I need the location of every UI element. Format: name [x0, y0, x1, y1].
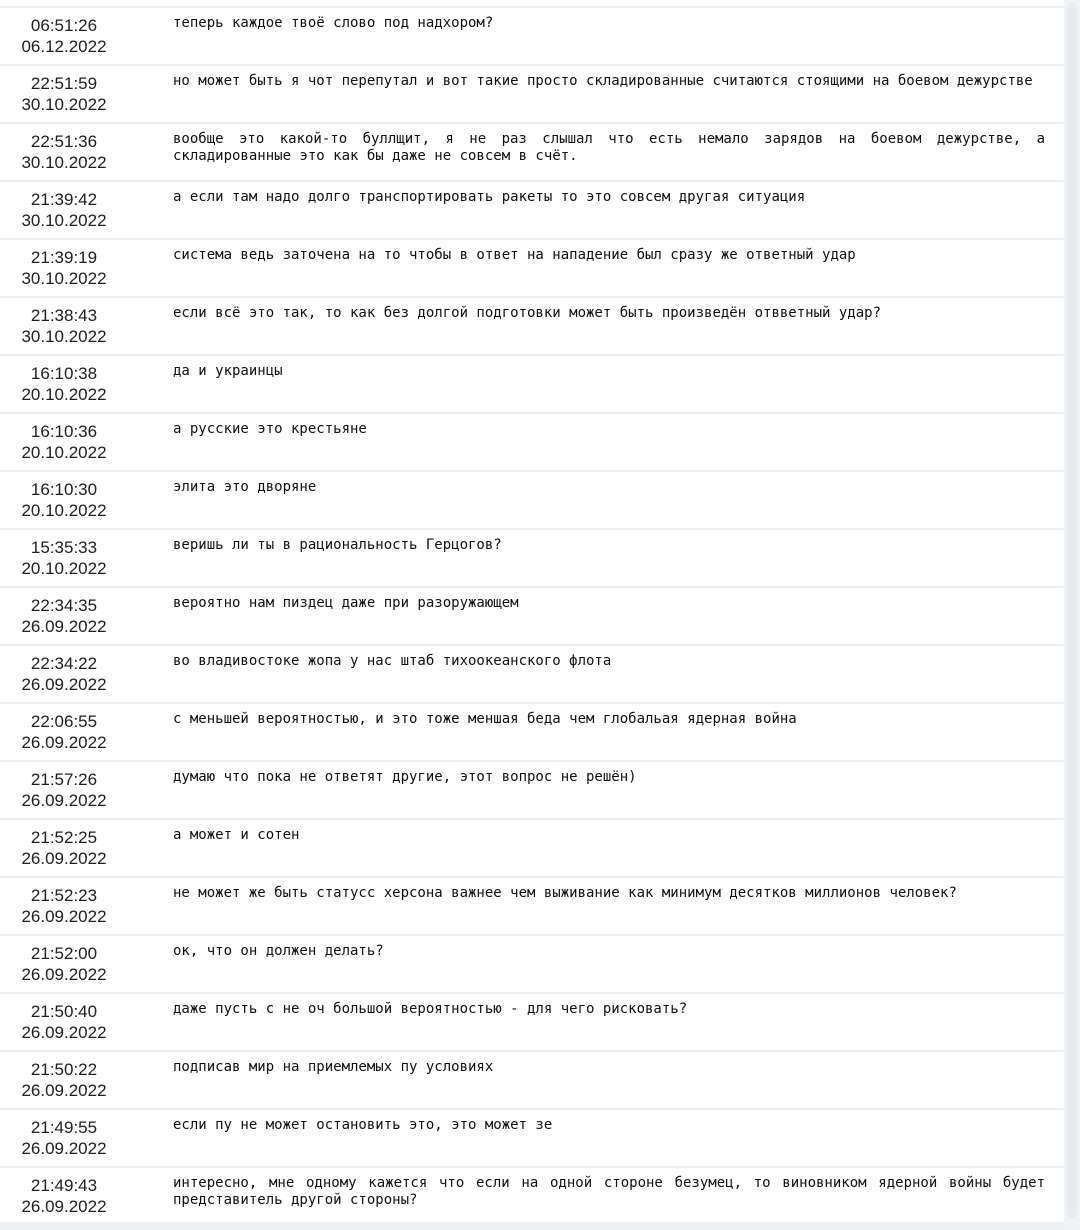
message-date: 26.09.2022: [21, 791, 107, 810]
message-date: 26.09.2022: [21, 907, 107, 926]
message-timestamp: [0, 595, 128, 637]
message-time: 16:10:38: [30, 364, 98, 383]
message-text: если пу не может остановить это, это может зе: [173, 1117, 553, 1133]
message-row[interactable]: [0, 240, 1064, 298]
message-date: 20.10.2022: [21, 559, 107, 578]
message-text: система ведь заточена на то чтобы в ответ на нападение был сразу же ответный удар: [173, 247, 856, 263]
message-text: не может же быть статусс херсона важнее чем выживание как минимум десятков миллионов человек?: [173, 885, 957, 901]
message-date: 26.09.2022: [21, 675, 107, 694]
message-time: 21:49:55: [30, 1118, 98, 1137]
message-date: 30.10.2022: [21, 95, 107, 114]
message-time: 21:49:43: [30, 1176, 98, 1195]
message-row[interactable]: [0, 820, 1064, 878]
message-date: 26.09.2022: [21, 849, 107, 868]
message-row[interactable]: [0, 182, 1064, 240]
message-row[interactable]: [0, 66, 1064, 124]
message-row[interactable]: [0, 936, 1064, 994]
message-row[interactable]: [0, 646, 1064, 704]
message-text: интересно, мне одному кажется что если на одной стороне безумец, то виновником ядерной войны будет представитель другой стороны?: [173, 1175, 1045, 1208]
message-text: да и украинцы: [173, 363, 283, 379]
message-time: 21:52:25: [30, 828, 98, 847]
message-row[interactable]: [0, 414, 1064, 472]
message-timestamp: [0, 1117, 128, 1159]
message-text: а если там надо долго транспортировать ракеты то это совсем другая ситуация: [173, 189, 806, 205]
message-text: элита это дворяне: [173, 479, 317, 495]
message-timestamp: [0, 943, 128, 985]
message-row[interactable]: [0, 124, 1064, 182]
message-timestamp: [0, 653, 128, 695]
message-date: 26.09.2022: [21, 1139, 107, 1158]
message-text: ок, что он должен делать?: [173, 943, 384, 959]
message-text: а может и сотен: [173, 827, 300, 843]
message-date: 30.10.2022: [21, 327, 107, 346]
message-date: 30.10.2022: [21, 153, 107, 172]
message-timestamp: [0, 15, 128, 57]
message-row[interactable]: [0, 530, 1064, 588]
message-text: веришь ли ты в рациональность Герцогов?: [173, 537, 502, 553]
message-row[interactable]: [0, 1052, 1064, 1110]
message-timestamp: [0, 131, 128, 173]
message-timestamp: [0, 1001, 128, 1043]
message-timestamp: [0, 537, 128, 579]
message-text: но может быть я чот перепутал и вот такие просто складированные считаются стоящими на боевом дежурстве: [173, 73, 1033, 89]
message-timestamp: [0, 1175, 128, 1217]
message-timestamp: [0, 305, 128, 347]
message-time: 22:34:22: [30, 654, 98, 673]
message-time: 22:06:55: [30, 712, 98, 731]
list-bottom-edge: [0, 1222, 1064, 1230]
message-date: 20.10.2022: [21, 385, 107, 404]
message-timestamp: [0, 363, 128, 405]
message-time: 15:35:33: [30, 538, 98, 557]
message-text: думаю что пока не ответят другие, этот вопрос не решён): [173, 769, 637, 785]
message-time: 06:51:26: [30, 16, 98, 35]
message-row[interactable]: [0, 356, 1064, 414]
message-date: 26.09.2022: [21, 1023, 107, 1042]
message-text: а русские это крестьяне: [173, 421, 367, 437]
scrollbar-thumb[interactable]: [1067, 2, 1077, 1218]
message-text: если всё это так, то как без долгой подготовки может быть произведён отвветный удар?: [173, 305, 882, 321]
message-date: 20.10.2022: [21, 501, 107, 520]
message-rows: [0, 6, 1064, 1222]
message-time: 22:34:35: [30, 596, 98, 615]
message-date: 26.09.2022: [21, 733, 107, 752]
message-timestamp: [0, 711, 128, 753]
message-time: 16:10:30: [30, 480, 98, 499]
message-timestamp: [0, 769, 128, 811]
message-time: 21:38:43: [30, 306, 98, 325]
message-timestamp: [0, 885, 128, 927]
message-date: 26.09.2022: [21, 617, 107, 636]
message-text: с меньшей вероятностью, и это тоже меншая беда чем глобальая ядерная война: [173, 711, 797, 727]
message-timestamp: [0, 479, 128, 521]
message-date: 30.10.2022: [21, 211, 107, 230]
message-time: 16:10:36: [30, 422, 98, 441]
message-row[interactable]: [0, 6, 1064, 66]
message-date: 06.12.2022: [21, 37, 107, 56]
message-row[interactable]: [0, 1168, 1064, 1222]
message-timestamp: [0, 421, 128, 463]
message-date: 26.09.2022: [21, 1197, 107, 1216]
message-row[interactable]: [0, 878, 1064, 936]
message-time: 21:52:00: [30, 944, 98, 963]
message-row[interactable]: [0, 588, 1064, 646]
message-row[interactable]: [0, 994, 1064, 1052]
message-date: 26.09.2022: [21, 965, 107, 984]
message-date: 26.09.2022: [21, 1081, 107, 1100]
message-time: 21:50:40: [30, 1002, 98, 1021]
message-text: даже пусть с не оч большой вероятностью - для чего рисковать?: [173, 1001, 688, 1017]
message-row[interactable]: [0, 1110, 1064, 1168]
message-time: 21:50:22: [30, 1060, 98, 1079]
message-time: 22:51:36: [30, 132, 98, 151]
message-text: теперь каждое твоё слово под надхором?: [173, 15, 494, 31]
message-date: 30.10.2022: [21, 269, 107, 288]
message-timestamp: [0, 1059, 128, 1101]
message-time: 21:52:23: [30, 886, 98, 905]
message-row[interactable]: [0, 762, 1064, 820]
message-timestamp: [0, 73, 128, 115]
message-time: 21:39:19: [30, 248, 98, 267]
message-text: подписав мир на приемлемых пу условиях: [173, 1059, 494, 1075]
message-timestamp: [0, 189, 128, 231]
message-date: 20.10.2022: [21, 443, 107, 462]
message-time: 22:51:59: [30, 74, 98, 93]
message-timestamp: [0, 247, 128, 289]
message-text: во владивостоке жопа у нас штаб тихоокеанского флота: [173, 653, 612, 669]
message-timestamp: [0, 827, 128, 869]
message-time: 21:57:26: [30, 770, 98, 789]
message-text: вообще это какой-то буллщит, я не раз слышал что есть немало зарядов на боевом дежурстве, а складированные это как бы даже не совсем в счёт.: [173, 131, 1045, 164]
message-text: вероятно нам пиздец даже при разоружающем: [173, 595, 519, 611]
message-time: 21:39:42: [30, 190, 98, 209]
message-row[interactable]: [0, 472, 1064, 530]
message-row[interactable]: [0, 298, 1064, 356]
message-row[interactable]: [0, 704, 1064, 762]
